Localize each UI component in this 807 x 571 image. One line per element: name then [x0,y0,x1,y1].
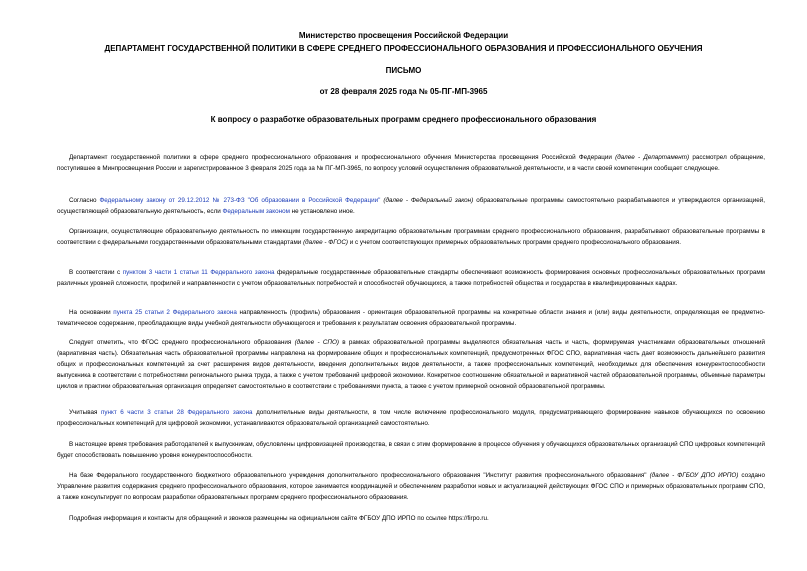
document-type: ПИСЬМО [385,66,422,75]
paragraph: Департамент государственной политики в сфере среднего профессионального образования и профессионального обучения Министерства просвещения Российской Федерации (далее - Департамент) рассмотрел обращение, поступившее в Минпросвещения России и зарегистрированное 3 февраля 2025 года за № ПГ-МП-3965, по вопросу условий осуществления образовательной деятельности, и в части своей компетенции сообщает следующее. [57,154,765,172]
paragraph: Организации, осуществляющие образовательную деятельность по имеющим государственную аккредитацию образовательным программам среднего профессионального образования, разрабатывают образовательные программы в соответствии с федеральными государственными образовательными стандартами (далее - ФГОС) и с учетом соответствующих примерных образовательных программ среднего профессионального образования. [57,228,765,246]
law-link[interactable]: пункта 25 статьи 2 Федерального закона [113,309,237,316]
paragraph: На основании пункта 25 статьи 2 Федерального закона направленность (профиль) образования - ориентация образовательной программы на конкретные области знания и (или) виды деятельности, определяющая ее предметно-тематическое содержание, преобладающие виды учебной деятельности обучающегося и требования к результатам освоения образовательной программы. [57,309,766,327]
paragraph: Подробная информация и контакты для обращений и звонков размещены на официальном сайте ФГБОУ ДПО ИРПО по ссылке https://firpo.ru. [69,515,489,522]
paragraph: Учитывая пункт 6 части 3 статьи 28 Федерального закона дополнительные виды деятельности, в том числе включение профессионального модуля, предусматривающего формирование навыков обучающихся по освоению профессиональных компетенций для цифровой экономики, устанавливаются образовательной организацией самостоятельно. [57,409,765,427]
law-link[interactable]: пунктом 3 части 1 статьи 11 Федерального закона [122,269,275,276]
paragraph: Следует отметить, что ФГОС среднего профессионального образования (далее - СПО) в рамках образовательной программы выделяются обязательная часть и часть, формируемая участниками образовательных отношений (вариативная часть). Обязательная часть образовательной программы направлена на формирование общих и профессиональных компетенций, предусмотренных ФГОС СПО, вариативная часть дает возможность дальнейшего развития общих и профессиональных компетенций за счет расширения видов деятельности, введения дополнительных видов деятельности, а также профессиональных компетенций, необходимых для обеспечения конкурентоспособности выпускника в соответствии с потребностями регионального рынка труда, а также с учетом требований цифровой экономики. Конкретное соотношение обязательной и вариативной частей образовательной программы, объемные параметры циклов и практики образовательная организация определяет самостоятельно в соответствии с требованиями пункта, а также с учетом примерной основной образовательной программы. [57,339,766,390]
law-link[interactable]: пункт 6 части 3 статьи 28 Федерального закона [100,409,253,416]
document-subject: К вопросу о разработке образовательных программ среднего профессионального образования [210,115,597,124]
paragraph: На базе Федерального государственного бюджетного образовательного учреждения дополнительного профессионального образования "Институт развития профессионального образования" (далее - ФГБОУ ДПО ИРПО) создано Управление развития содержания среднего профессионального образования, которое занимается координацией и обеспечением разработки новых и актуализацией действующих ФГОС СПО и примерных образовательных программ СПО, а также консультирует по вопросам разработки образовательных программ среднего профессионального образования. [57,472,765,501]
department-name: ДЕПАРТАМЕНТ ГОСУДАРСТВЕННОЙ ПОЛИТИКИ В СФЕРЕ СРЕДНЕГО ПРОФЕССИОНАЛЬНОГО ОБРАЗОВАНИЯ И ПРОФЕССИОНАЛЬНОГО ОБУЧЕНИЯ [104,44,703,53]
paragraph: Согласно Федеральному закону от 29.12.2012 № 273-ФЗ "Об образовании в Российской Федерации" (далее - Федеральный закон) образовательные программы самостоятельно разрабатываются и утверждаются организацией, осуществляющей образовательную деятельность, если Федеральным законом не установлено иное. [57,197,766,215]
ministry-name: Министерство просвещения Российской Федерации [298,31,509,40]
law-link[interactable]: Федеральным законом [222,208,290,215]
law-link[interactable]: Федеральному закону от 29.12.2012 № 273-ФЗ "Об образовании в Российской Федерации" [99,197,381,204]
document-date-number: от 28 февраля 2025 года № 05-ПГ-МП-3965 [319,87,488,96]
paragraph: В соответствии с пунктом 3 части 1 статьи 11 Федерального закона федеральные государственные образовательные стандарты обеспечивают возможность формирования основных профессиональных образовательных программ различных уровней сложности, профилей и направленности с учетом образовательных потребностей и способностей обучающихся, а также потребностей общества и государства в квалифицированных кадрах. [57,269,766,287]
paragraph: В настоящее время требования работодателей к выпускникам, обусловлены цифровизацией производства, в связи с этим формирование в процессе обучения у обучающихся образовательных организаций СПО цифровых компетенций будет способствовать повышению уровня конкурентоспособности. [57,441,765,459]
